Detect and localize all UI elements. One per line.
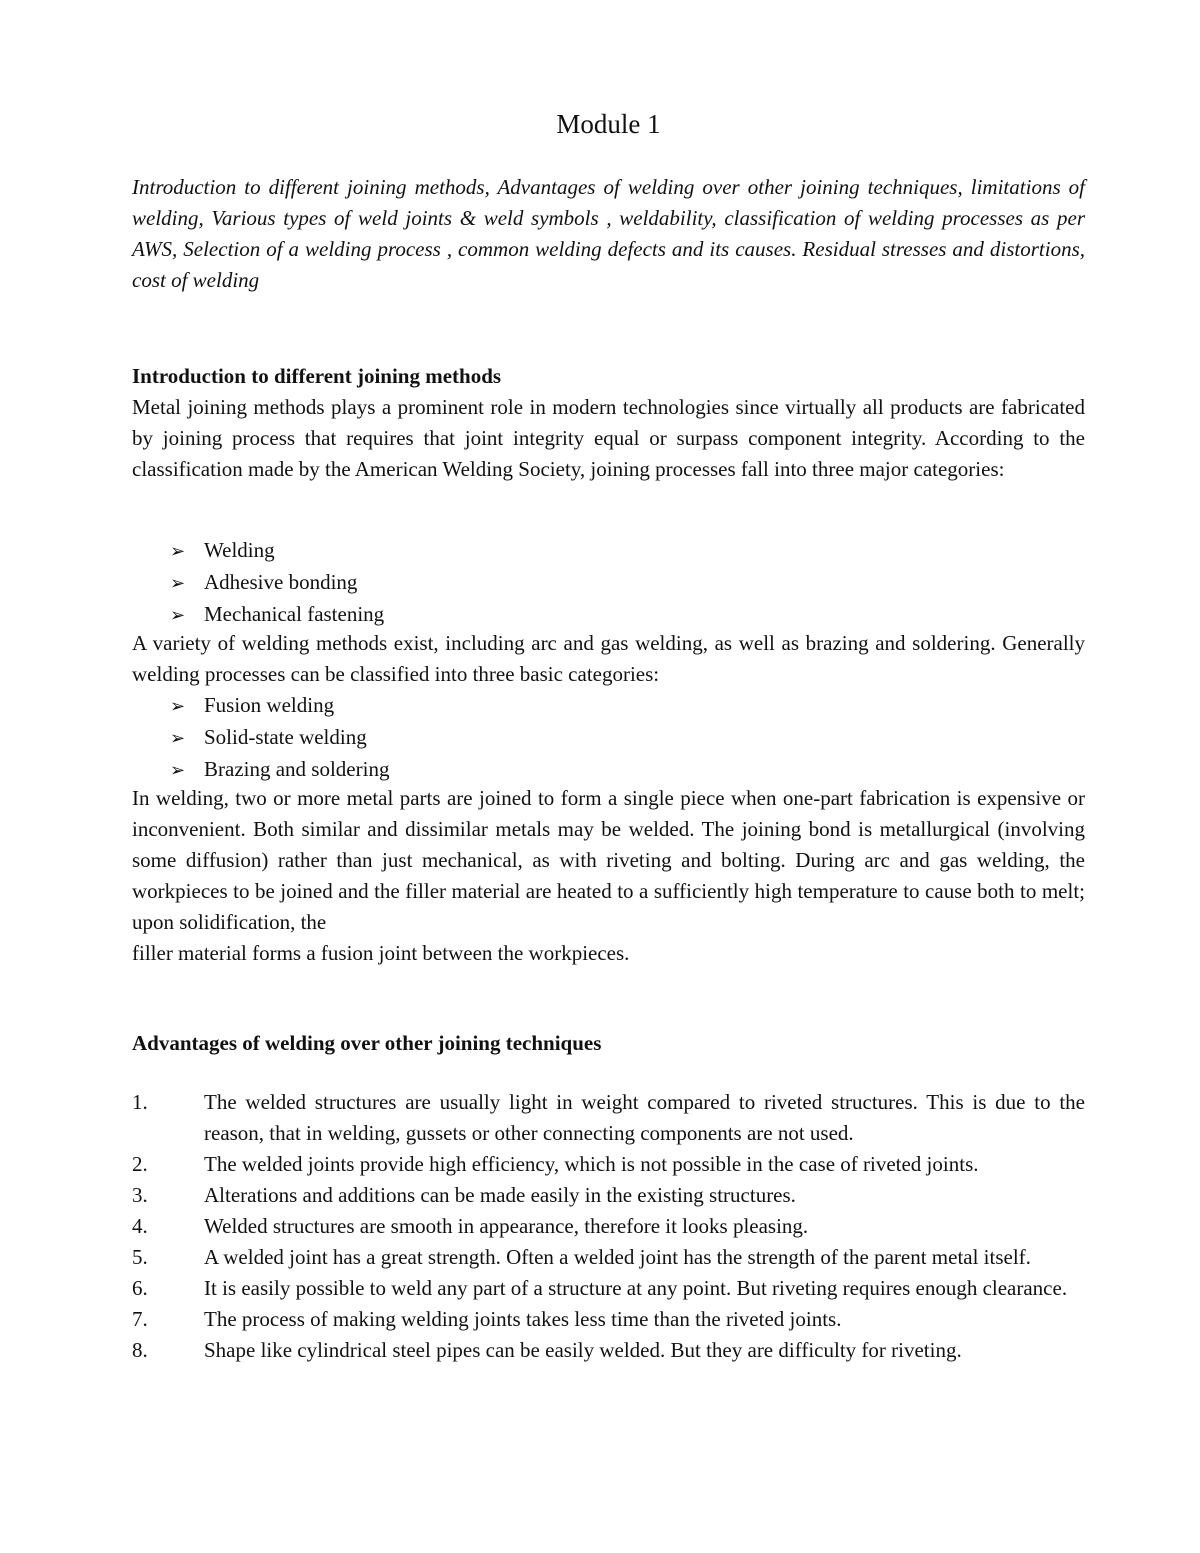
list-number: 1. — [132, 1090, 148, 1114]
list-item-text: Adhesive bonding — [204, 570, 358, 594]
list-item-text: A welded joint has a great strength. Often a welded joint has the strength of the parent metal itself. — [204, 1245, 1031, 1269]
list-item-text: Mechanical fastening — [204, 602, 385, 626]
module-abstract: Introduction to different joining methods, Advantages of welding over other joining techniques, limitations of welding, Various types of weld joints & weld symbols , weldability, classification of welding processes as per AWS, Selection of a welding process , common welding defects and its causes. Residual stresses and distortions, cost of welding — [132, 175, 1085, 292]
paragraph-welding-methods: A variety of welding methods exist, including arc and gas welding, as well as brazing and soldering. Generally welding processes can be classified into three basic categories: — [132, 631, 1085, 686]
advantages-list — [132, 1087, 1085, 1366]
list-item-text: Welded structures are smooth in appearance, therefore it looks pleasing. — [204, 1214, 809, 1238]
document-page — [132, 0, 1085, 1553]
list-item — [132, 1242, 1085, 1273]
arrow-bullet-icon: ➢ — [170, 573, 186, 594]
arrow-bullet-icon: ➢ — [170, 728, 186, 749]
list-item — [170, 535, 384, 567]
list-item — [132, 1087, 1085, 1149]
list-item — [170, 599, 384, 631]
section-heading-advantages: Advantages of welding over other joining techniques — [132, 1031, 602, 1055]
list-number: 2. — [132, 1152, 148, 1176]
arrow-bullet-icon: ➢ — [170, 605, 186, 626]
list-item — [132, 1180, 1085, 1211]
welding-categories-list — [170, 690, 389, 786]
list-number: 4. — [132, 1214, 148, 1238]
list-item-text: The welded structures are usually light in weight compared to riveted structures. This is due to the reason, that in welding, gussets or other connecting components are not used. — [204, 1090, 1085, 1145]
list-number: 8. — [132, 1338, 148, 1362]
list-item — [132, 1149, 1085, 1180]
arrow-bullet-icon: ➢ — [170, 541, 186, 562]
section-heading-joining-methods: Introduction to different joining methods — [132, 364, 502, 388]
paragraph-welding-description: In welding, two or more metal parts are joined to form a single piece when one-part fabrication is expensive or inconvenient. Both similar and dissimilar metals may be welded. The joining bond is metallurgical (involving some diffusion) rather than just mechanical, as with riveting and bolting. During arc and gas welding, the workpieces to be joined and the filler material are heated to a sufficiently high temperature to cause both to melt; upon solidification, the — [132, 786, 1085, 934]
list-number: 5. — [132, 1245, 148, 1269]
paragraph-welding-description-end: filler material forms a fusion joint between the workpieces. — [132, 941, 630, 965]
list-number: 7. — [132, 1307, 148, 1331]
list-item — [132, 1304, 1085, 1335]
list-item — [170, 754, 389, 786]
list-item-text: Shape like cylindrical steel pipes can be easily welded. But they are difficulty for riveting. — [204, 1338, 962, 1362]
list-number: 3. — [132, 1183, 148, 1207]
list-item — [132, 1335, 1085, 1366]
paragraph-joining-intro: Metal joining methods plays a prominent role in modern technologies since virtually all products are fabricated by joining process that requires that joint integrity equal or surpass component integrity. According to the classification made by the American Welding Society, joining processes fall into three major categories: — [132, 395, 1085, 481]
page-title: Module 1 — [556, 109, 661, 139]
joining-categories-list — [170, 535, 384, 631]
list-item-text: It is easily possible to weld any part of a structure at any point. But riveting requires enough clearance. — [204, 1276, 1068, 1300]
list-item-text: Alterations and additions can be made easily in the existing structures. — [204, 1183, 796, 1207]
arrow-bullet-icon: ➢ — [170, 760, 186, 781]
list-item-text: The welded joints provide high efficiency, which is not possible in the case of riveted joints. — [204, 1152, 979, 1176]
arrow-bullet-icon: ➢ — [170, 696, 186, 717]
list-item — [170, 567, 384, 599]
list-item-text: Fusion welding — [204, 693, 335, 717]
list-item — [132, 1211, 1085, 1242]
list-item-text: Welding — [204, 538, 275, 562]
list-item-text: Brazing and soldering — [204, 757, 390, 781]
list-number: 6. — [132, 1276, 148, 1300]
list-item — [170, 722, 389, 754]
list-item — [132, 1273, 1085, 1304]
list-item — [170, 690, 389, 722]
list-item-text: Solid-state welding — [204, 725, 367, 749]
list-item-text: The process of making welding joints takes less time than the riveted joints. — [204, 1307, 842, 1331]
